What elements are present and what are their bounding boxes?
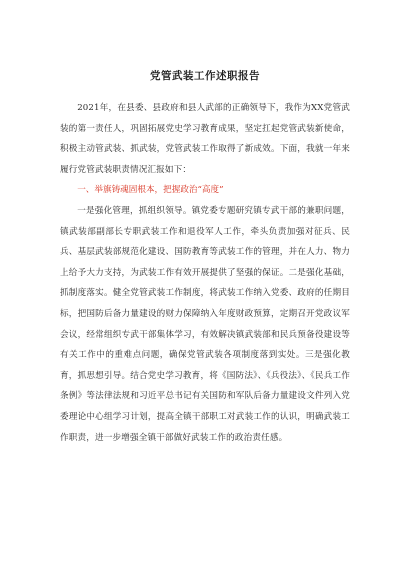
document-title: 党管武装工作述职报告 [150, 70, 260, 82]
section-heading: 一、举旗铸魂固根本，把握政治“高度” [77, 185, 224, 196]
body-paragraph: 一是强化管理，抓组织领导。镇党委专题研究镇专武干部的兼职问题，镇武装部副部长专职武装工作和退役军人工作，牵头负责加强对征兵、民兵、基层武装部规范化建设、国防教育等武装工作的管理，并在人力、物力上给予大力支持，为武装工作有效开展提供了坚强的保证。二是强化基础，抓制度落实。健全党管武装工作制度，将武装工作纳入党委、政府的任期目标，把国防后备力量建设的财力保障纳入年度财政预算，定期召开党政议军会议，经常组织专武干部集体学习，有效解决镇武装部和民兵预备役建设等有关工作中的重难点问题，确保党管武装各项制度落到实处。三是强化教育，抓思想引导。结合党史学习教育，将《国防法》、《兵役法》、《民兵工作条例》等法律法规和习近平总书记有关国防和军队后备力量建设文件列入党委理论中心组学习计划，提高全镇干部职工对武装工作的认识，明确武装工作职责，进一步增强全镇干部做好武装工作的政治责任感。 [60, 205, 350, 443]
intro-paragraph: 2021年，在县委、县政府和县人武部的正确领导下，我作为XX党管武装的第一责任人，巩固拓展党史学习教育成果，坚定扛起党管武装新使命，积极主动管武装、抓武装，党管武装工作取得了新成效。下面，我就一年来履行党管武装职责情况汇报如下： [60, 103, 350, 175]
